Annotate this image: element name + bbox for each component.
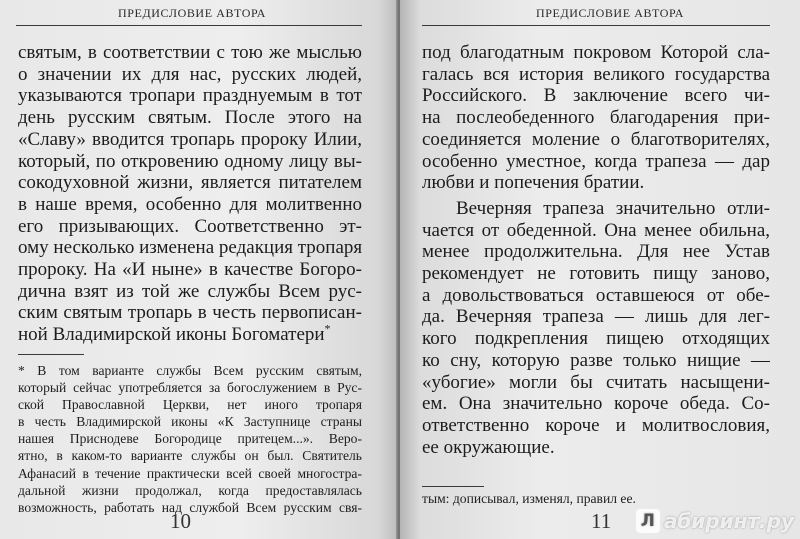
footnote-line: в честь Владимирской иконы «К Заступнице страны [18,414,362,430]
body-line: особенно уместное, когда трапеза — дар [422,150,770,172]
body-line: рекомендует не готовить пищу заново, [422,263,770,285]
body-line: соединяется моление о благотворителях, [422,128,770,150]
body-line: любви и попечения братии. [422,172,645,194]
body-line: а довольствоваться оставшеюся от обе- [422,284,770,306]
footnote-line: * В том варианте службы Всем русским святым, [18,363,362,378]
labirint-logo-icon: Л [636,509,660,533]
footnote-line: дальной жизни продолжал, когда предоставлялась [18,482,362,498]
body-line: ной Владимирской иконы Богоматери* [18,324,362,346]
body-line: под благодатным покровом Которой сла- [422,42,770,63]
footnote-line: ятно, в каком-то варианте службы он был. Святитель [18,448,362,464]
header-rule [422,25,770,26]
footnote-marker: * [324,324,331,336]
body-line: ее окружающие. [422,436,555,458]
body-line: его призывающих. Соответственно эт- [18,215,362,237]
footnote-line: который сейчас употребляется за богослужением в Рус- [18,380,362,396]
running-header: ПРЕДИСЛОВИЕ АВТОРА [536,6,684,20]
body-line: да. Вечерняя трапеза — лишь для лег- [422,306,770,328]
page-number: 10 [170,509,191,533]
body-line: ко сну, которую разве только нищие — [422,349,770,371]
body-line: ским святым тропарь в честь первописан- [18,302,362,324]
body-line: на послеобеденного благодарения при- [422,107,770,129]
body-line: Российского. В заключение всего чи- [422,85,770,107]
body-line: который, по откровению одному лицу вы- [18,150,362,172]
watermark-text: абиринт.ру [663,509,794,533]
body-line: «убогие» могли бы считать насыщени- [422,371,770,393]
right-page [400,0,800,539]
footnote-line: тым: дописывал, изменял, правил ее. [422,491,636,506]
body-line: Вечерняя трапеза значительно отли- [456,197,770,219]
header-rule [16,25,362,26]
running-header: ПРЕДИСЛОВИЕ АВТОРА [118,6,266,20]
body-line: дична взят из той же службы Всем рус- [18,280,362,302]
body-line: сокодуховной жизни, является питателем [18,172,362,194]
body-line: ответственно короче и молитвословия, [422,414,770,436]
body-line: о значении их для нас, русских людей, [18,63,362,85]
body-text [18,42,362,346]
footnote-line: возможность, работать над службой Всем русским свя- [18,499,362,515]
body-line: святым, в соответствии с тою же мыслью [18,42,362,63]
body-line: галась вся история великого государства [422,63,770,85]
footnote-line: Афанасий в течение практически всей своей многостра- [18,465,362,481]
footnote [18,362,362,516]
footnote [422,490,770,507]
body-line: ем. Она значительно короче обеда. Со- [422,393,770,415]
body-text [422,42,770,458]
body-line: кого подкрепления пищею отходящих [422,328,770,350]
body-line: день русским святым. После этого на [18,107,362,129]
body-line: ому несколько изменена редакция тропаря [18,237,362,259]
body-line: в наше время, особенно для молитвенно [18,193,362,215]
body-line: указываются тропари празднуемым в тот [18,85,362,107]
footnote-line: ской Православной Церкви, нет иного тропаря [18,397,362,413]
page-number: 11 [591,509,612,533]
body-line: чается от обеденной. Она менее обильна, [422,219,770,241]
footnote-line: нашея Приснодеве Богородице притецем...». Веро- [18,431,362,447]
body-line: «Славу» вводится тропарь пророку Илии, [18,128,362,150]
body-line: пророку. На «И ныне» в качестве Богоро- [18,259,362,281]
left-page [0,0,398,539]
footnote-rule [422,486,484,487]
watermark-logo [636,509,794,533]
body-line: менее продолжительна. Для нее Устав [422,241,770,263]
footnote-rule [18,354,84,355]
